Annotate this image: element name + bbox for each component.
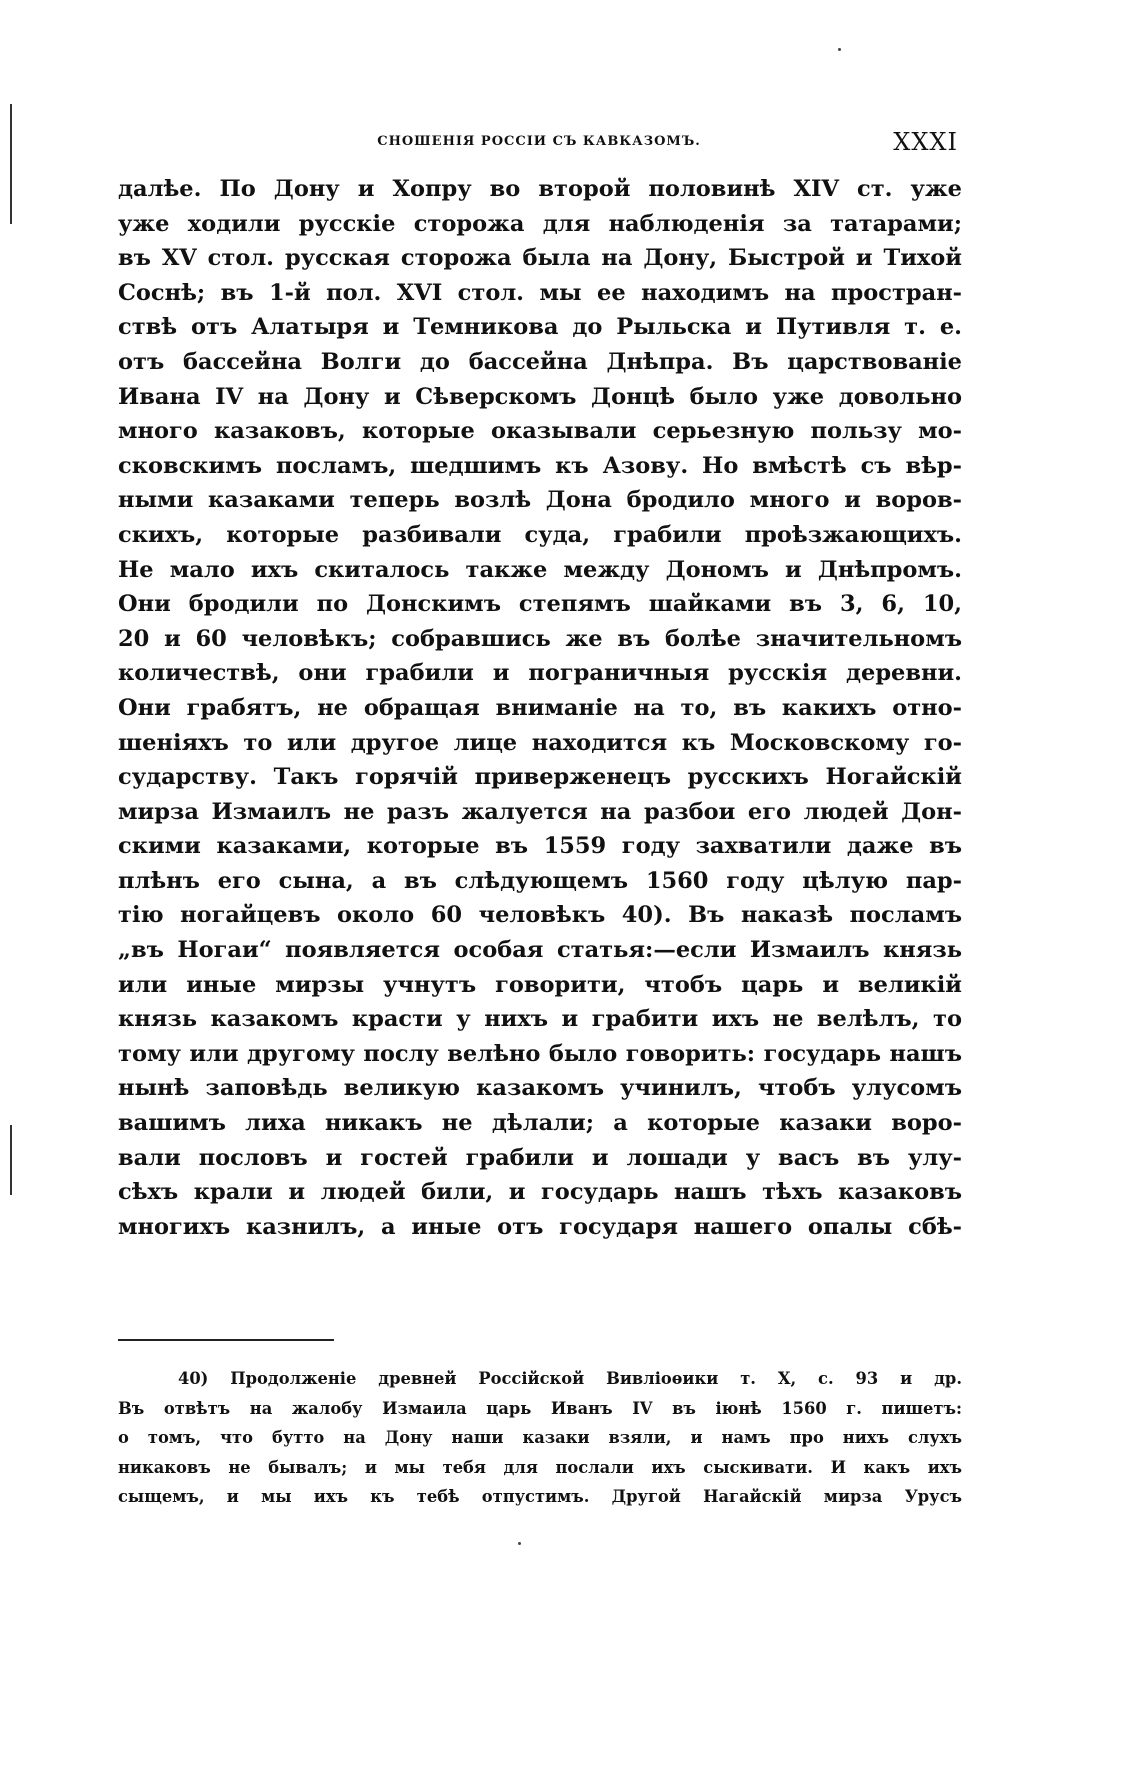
text-line: далѣе. По Дону и Хопру во второй половинѣ XIV ст. уже <box>118 176 962 202</box>
footnote-line: 40) Продолженіе древней Россійской Вивліоѳики т. X, с. 93 и др. <box>178 1369 962 1388</box>
text-line: 20 и 60 человѣкъ; собравшись же въ болѣе значительномъ <box>118 625 962 652</box>
text-line: сѣхъ крали и людей били, и государь нашъ тѣхъ казаковъ <box>118 1179 962 1206</box>
text-line: ствѣ отъ Алатыря и Темникова до Рыльска и Путивля т. е. <box>118 314 962 341</box>
text-line: или иные мирзы учнутъ говорити, чтобъ царь и великій <box>118 971 962 998</box>
scan-speck <box>518 1542 521 1545</box>
text-line: вашимъ лиха никакъ не дѣлали; а которые казаки воро- <box>118 1110 962 1137</box>
footnote-divider <box>118 1339 334 1341</box>
text-line: князь казакомъ красти у нихъ и грабити ихъ не велѣлъ, то <box>118 1006 962 1033</box>
text-line: Они грабятъ, не обращая вниманіе на то, въ какихъ отно- <box>118 694 962 721</box>
text-line: сударству. Такъ горячій приверженецъ русскихъ Ногайскій <box>118 764 962 791</box>
left-margin-rule <box>10 104 12 224</box>
text-line: „въ Ногаи“ появляется особая статья:—если Измаилъ князь <box>118 937 962 964</box>
body-text <box>118 172 962 1244</box>
text-line: шеніяхъ то или другое лице находится къ Московскому го- <box>118 729 962 756</box>
text-line: ными казаками теперь возлѣ Дона бродило много и воров- <box>118 487 962 514</box>
text-line: Ивана IV на Дону и Сѣверскомъ Донцѣ было уже довольно <box>118 383 962 410</box>
left-margin-rule <box>10 1125 12 1195</box>
text-line: нынѣ заповѣдь великую казакомъ учинилъ, чтобъ улусомъ <box>118 1075 962 1102</box>
footnotes <box>118 1364 962 1512</box>
footnote-line: о томъ, что бутто на Дону наши казаки взяли, и намъ про нихъ слухъ <box>118 1428 962 1447</box>
text-line: плѣнъ его сына, а въ слѣдующемъ 1560 году цѣлую пар- <box>118 867 962 894</box>
text-line: тію ногайцевъ около 60 человѣкъ 40). Въ наказѣ посламъ <box>118 902 962 929</box>
text-line: вали пословъ и гостей грабили и лошади у васъ въ улу- <box>118 1144 962 1171</box>
footnote-line: Въ отвѣтъ на жалобу Измаила царь Иванъ IV въ іюнѣ 1560 г. пишетъ: <box>118 1398 962 1418</box>
text-line: Соснѣ; въ 1-й пол. XVI стол. мы ее находимъ на простран- <box>118 279 962 306</box>
text-line: уже ходили русскіе сторожа для наблюденія за татарами; <box>118 210 962 237</box>
scan-speck <box>838 48 841 51</box>
text-line: Они бродили по Донскимъ степямъ шайками въ 3, 6, 10, <box>118 591 962 618</box>
text-line: количествѣ, они грабили и пограничныя русскія деревни. <box>118 660 962 687</box>
page-header <box>120 128 958 162</box>
running-head: СНОШЕНІЯ РОССІИ СЪ КАВКАЗОМЪ. <box>377 134 701 149</box>
footnote-line: сыщемъ, и мы ихъ къ тебѣ отпустимъ. Другой Нагайскій мирза Урусъ <box>118 1487 962 1506</box>
text-line: мирза Измаилъ не разъ жалуется на разбои его людей Дон- <box>118 798 962 825</box>
text-line: въ XV стол. русская сторожа была на Дону, Быстрой и Тихой <box>118 245 962 272</box>
text-line: скихъ, которые разбивали суда, грабили проѣзжающихъ. <box>118 521 962 548</box>
text-line: скими казаками, которые въ 1559 году захватили даже въ <box>118 833 962 860</box>
text-line: сковскимъ посламъ, шедшимъ къ Азову. Но вмѣстѣ съ вѣр- <box>118 452 962 479</box>
footnote-line: никаковъ не бывалъ; и мы тебя для послали ихъ сыскивати. И какъ ихъ <box>118 1457 962 1477</box>
text-line: Не мало ихъ скиталось также между Дономъ и Днѣпромъ. <box>118 556 962 583</box>
text-line: отъ бассейна Волги до бассейна Днѣпра. Въ царствованіе <box>118 348 962 375</box>
text-line: много казаковъ, которые оказывали серьезную пользу мо- <box>118 418 962 445</box>
text-line: тому или другому послу велѣно было говорить: государь нашъ <box>118 1040 962 1067</box>
text-line: многихъ казнилъ, а иные отъ государя нашего опалы сбѣ- <box>118 1213 962 1240</box>
page-number: XXXI <box>893 128 958 156</box>
